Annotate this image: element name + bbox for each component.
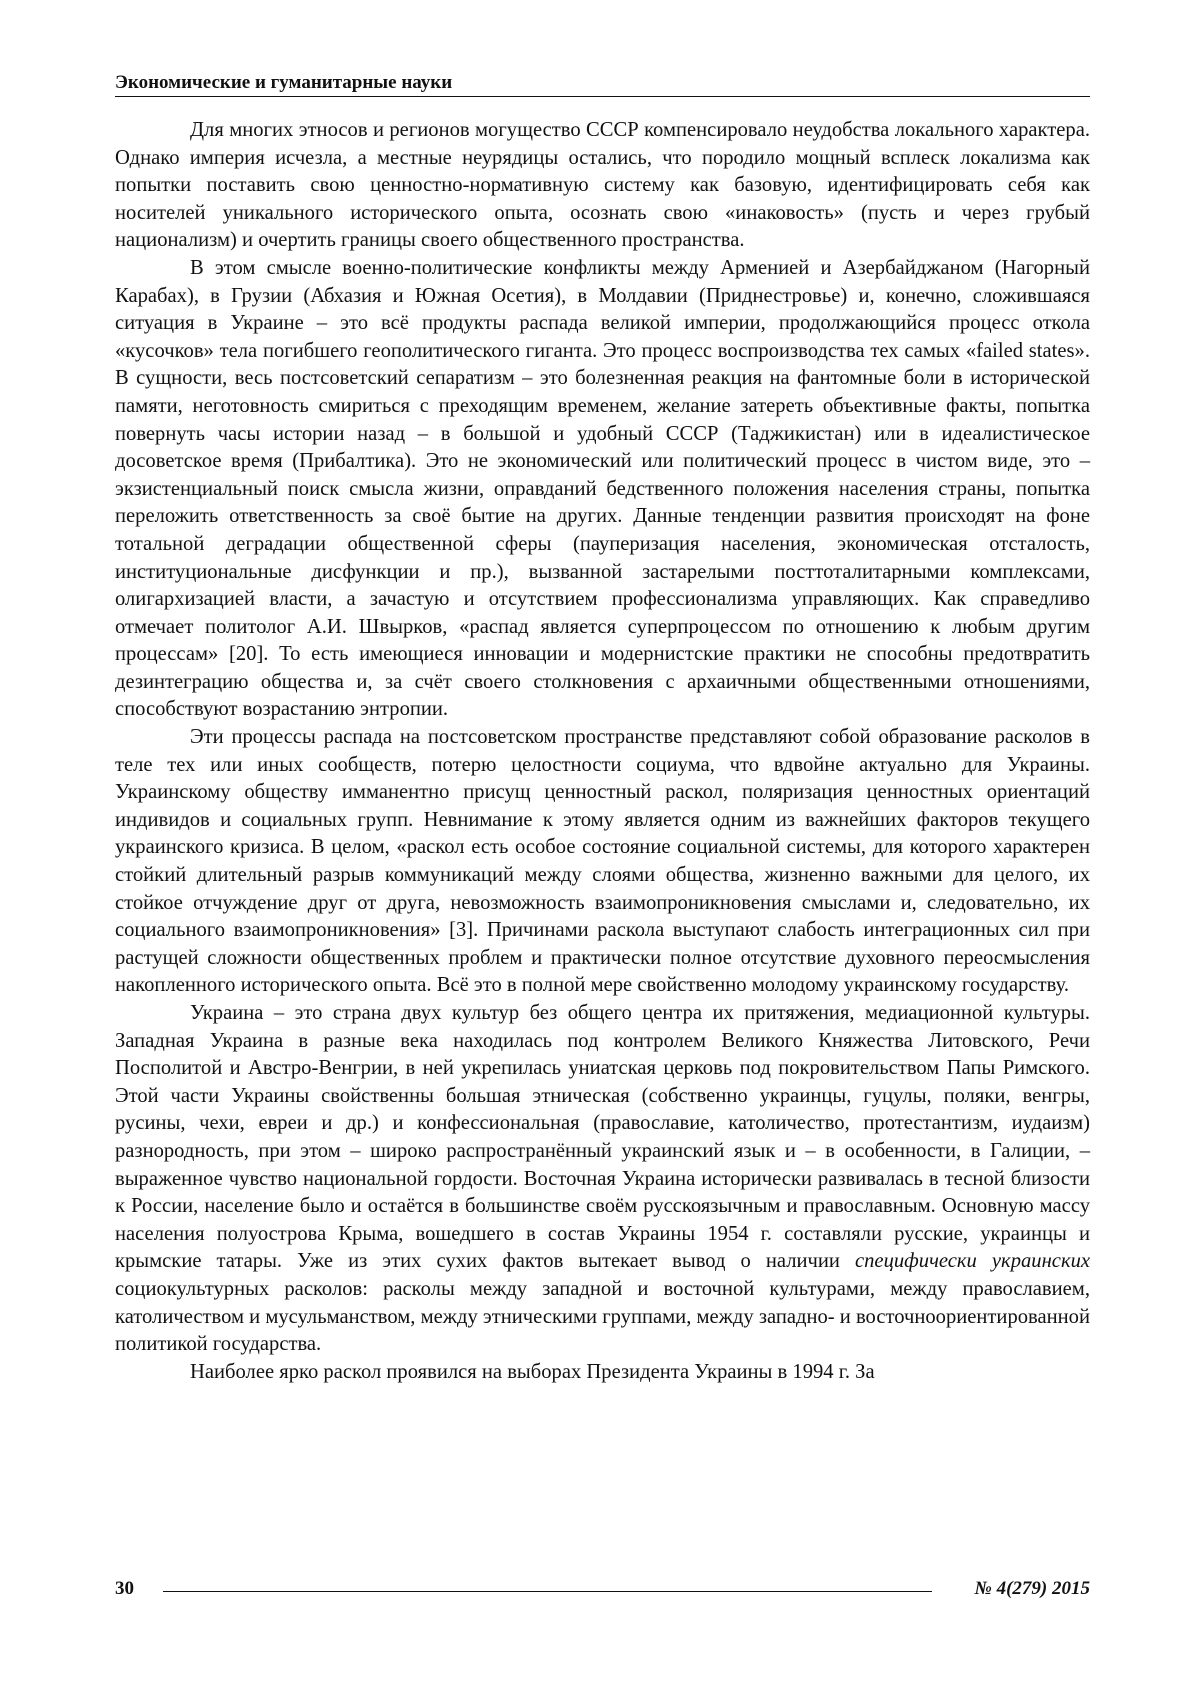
paragraph-4-text-start: Украина – это страна двух культур без общего центра их притяжения, медиационной культуры. Западная Украина в разные века находилась под контролем Великого Княжества Литовского, Речи Посполитой и Австро-Венгрии, в ней укрепилась униатская церковь под покровительством Папы Римского. Этой части Украины свойственны большая этническая (собственно украинцы, гуцулы, поляки, венгры, русины, чехи, евреи и др.) и конфессиональная (православие, католичество, протестантизм, иудаизм) разнородность, при этом – широко распространённый украинский язык и – в особенности, в Галиции, – выраженное чувство национальной гордости. Восточная Украина исторически развивалась в тесной близости к России, население было и остаётся в большинстве своём русскоязычным и православным. Основную массу населения полуострова Крыма, вошедшего в состав Украины 1954 г. составляли русские, украинцы и крымские татары. Уже из этих сухих фактов вытекает вывод о наличии bbox=[115, 1002, 1090, 1272]
article-body bbox=[115, 117, 1090, 1386]
paragraph-5: Наиболее ярко раскол проявился на выборах Президента Украины в 1994 г. За bbox=[115, 1359, 1090, 1387]
running-head: Экономические и гуманитарные науки bbox=[115, 72, 1090, 97]
page-number: 30 bbox=[115, 1578, 134, 1600]
journal-page bbox=[0, 0, 1200, 1697]
paragraph-3: Эти процессы распада на постсоветском пространстве представляют собой образование расколов в теле тех или иных сообществ, потерю целостности социума, что вдвойне актуально для Украины. Украинскому обществу имманентно присущ ценностный раскол, поляризация ценностных ориентаций индивидов и социальных групп. Невнимание к этому является одним из важнейших факторов текущего украинского кризиса. В целом, «раскол есть особое состояние социальной системы, для которого характерен стойкий длительный разрыв коммуникаций между слоями общества, жизненно важными для целого, их стойкое отчуждение друг от друга, невозможность взаимопроникновения смыслами и, следовательно, их социального взаимопроникновения» [3]. Причинами раскола выступают слабость интеграционных сил при растущей сложности общественных проблем и практически полное отсутствие духовного переосмысления накопленного исторического опыта. Всё это в полной мере свойственно молодому украинскому государству. bbox=[115, 724, 1090, 1000]
italic-phrase: специфически украинских bbox=[855, 1250, 1090, 1272]
paragraph-4-text-end: социокультурных расколов: расколы между западной и восточной культурами, между православием, католичеством и мусульманством, между этническими группами, между западно- и восточноориентированной политикой государства. bbox=[115, 1278, 1090, 1355]
paragraph-2: В этом смысле военно-политические конфликты между Арменией и Азербайджаном (Нагорный Карабах), в Грузии (Абхазия и Южная Осетия), в Молдавии (Приднестровье) и, конечно, сложившаяся ситуация в Украине – это всё продукты распада великой империи, продолжающийся процесс откола «кусочков» тела погибшего геополитического гиганта. Это процесс воспроизводства тех самых «failed states». В сущности, весь постсоветский сепаратизм – это болезненная реакция на фантомные боли в исторической памяти, неготовность смириться с преходящим временем, желание затереть объективные факты, попытка повернуть часы истории назад – в большой и удобный СССР (Таджикистан) или в идеалистическое досоветское время (Прибалтика). Это не экономический или политический процесс в чистом виде, это – экзистенциальный поиск смысла жизни, оправданий бедственного положения населения страны, попытка переложить ответственность за своё бытие на других. Данные тенденции развития происходят на фоне тотальной деградации общественной сферы (пауперизация населения, экономическая отсталость, институциональные дисфункции и пр.), вызванной застарелыми посттоталитарными комплексами, олигархизацией власти, а зачастую и отсутствием профессионализма управляющих. Как справедливо отмечает политолог А.И. Швырков, «распад является суперпроцессом по отношению к любым другим процессам» [20]. То есть имеющиеся инновации и модернистские практики не способны предотвратить дезинтеграцию общества и, за счёт своего столкновения с архаичными общественными отношениями, способствуют возрастанию энтропии. bbox=[115, 255, 1090, 724]
paragraph-4 bbox=[115, 1000, 1090, 1359]
issue-number: № 4(279) 2015 bbox=[974, 1578, 1090, 1600]
footer-rule bbox=[163, 1591, 932, 1592]
paragraph-1: Для многих этносов и регионов могущество СССР компенсировало неудобства локального характера. Однако империя исчезла, а местные неурядицы остались, что породило мощный всплеск локализма как попытки поставить свою ценностно-нормативную систему как базовую, идентифицировать себя как носителей уникального исторического опыта, осознать свою «инаковость» (пусть и через грубый национализм) и очертить границы своего общественного пространства. bbox=[115, 117, 1090, 255]
page-footer bbox=[115, 1578, 1090, 1602]
